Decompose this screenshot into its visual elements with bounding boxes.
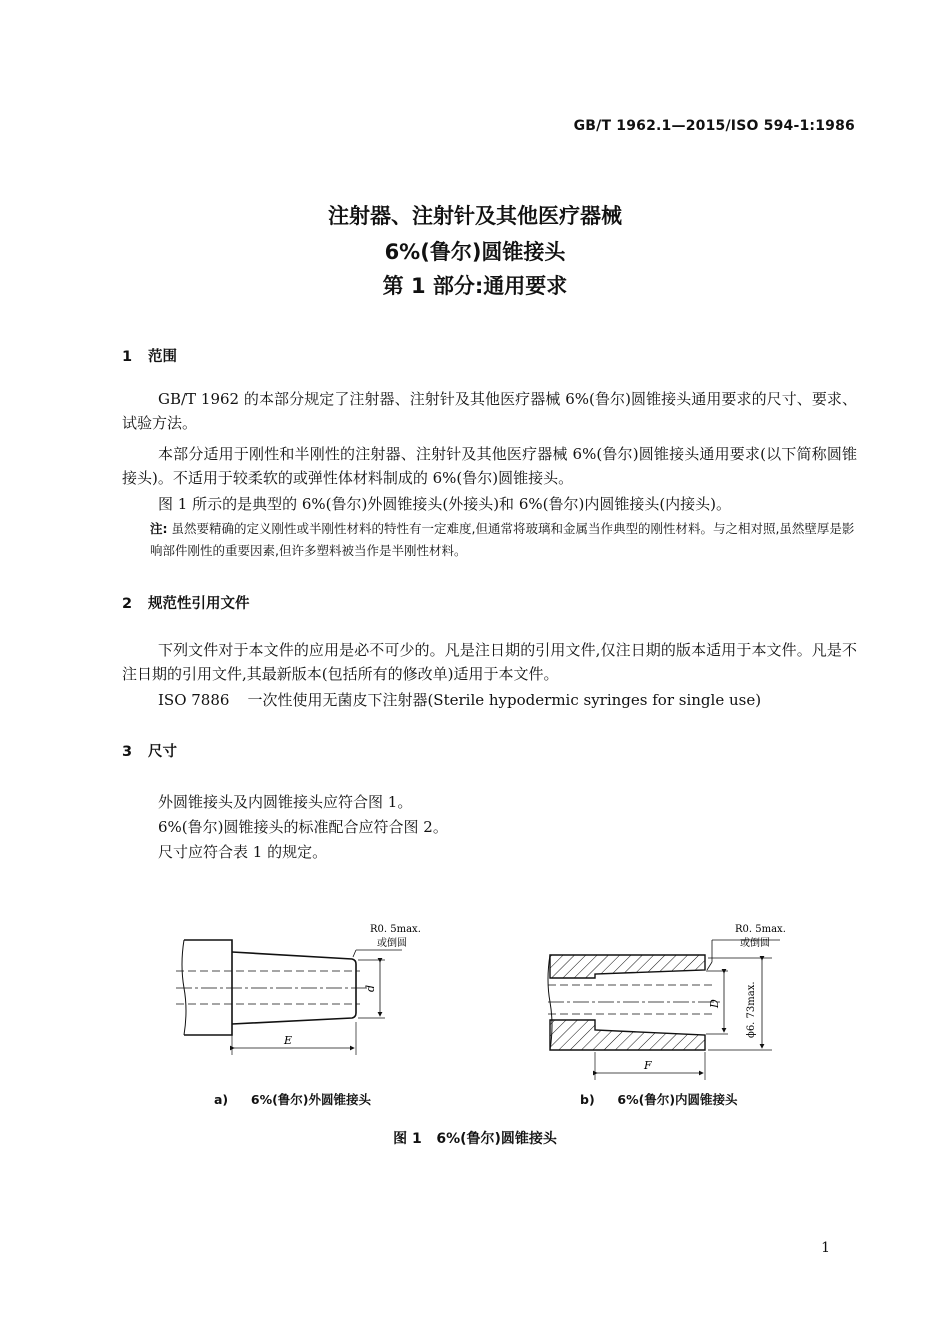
section-3-paragraph-1: 外圆锥接头及内圆锥接头应符合图 1。 [158,793,413,811]
caption-tag: b) [580,1092,595,1107]
figure-a-caption [214,1090,371,1108]
section-3-heading [122,740,177,761]
radius-label: R0. 5max. [735,924,786,935]
standard-code: GB/T 1962.1—2015/ISO 594-1:1986 [573,118,855,134]
section-3-paragraph-2: 6%(鲁尔)圆锥接头的标准配合应符合图 2。 [158,818,448,836]
title-line-3: 第 1 部分:通用要求 [382,274,568,298]
radius-label: R0. 5max. [370,924,421,935]
figure-a-male-fitting-drawing [170,910,430,1060]
dimension-E-label: E [284,1034,293,1047]
section-1-paragraph-2: 本部分适用于刚性和半刚性的注射器、注射针及其他医疗器械 6%(鲁尔)圆锥接头通用要求(以下简称圆锥接头)。不适用于较柔软的或弹性体材料制成的 6%(鲁尔)圆锥接头。 [122,445,857,487]
section-2-heading [122,592,250,613]
title-line-1: 注射器、注射针及其他医疗器械 [328,204,622,228]
section-number: 1 [122,349,133,365]
section-1-paragraph-1: GB/T 1962 的本部分规定了注射器、注射针及其他医疗器械 6%(鲁尔)圆锥接头通用要求的尺寸、要求、试验方法。 [122,390,857,432]
note-label: 注: [150,521,168,536]
note-text: 虽然要精确的定义刚性或半刚性材料的特性有一定难度,但通常将玻璃和金属当作典型的刚性材料。与之相对照,虽然壁厚是影响部件刚性的重要因素,但许多塑料被当作是半刚性材料。 [150,521,855,558]
title-line-2: 6%(鲁尔)圆锥接头 [384,240,566,264]
section-3-paragraph-3: 尺寸应符合表 1 的规定。 [158,843,328,861]
page-number: 1 [821,1240,830,1256]
section-number: 3 [122,744,133,760]
dimension-D-label: D [708,999,721,1008]
section-2-paragraph-1: 下列文件对于本文件的应用是必不可少的。凡是注日期的引用文件,仅注日期的版本适用于本文件。凡是不注日期的引用文件,其最新版本(包括所有的修改单)适用于本文件。 [122,641,857,683]
dimension-F-label: F [644,1059,652,1072]
section-1-note [150,518,857,562]
section-1-paragraph-3: 图 1 所示的是典型的 6%(鲁尔)外圆锥接头(外接头)和 6%(鲁尔)内圆锥接头(内接头)。 [158,495,732,513]
section-title: 尺寸 [148,744,177,760]
section-1-heading [122,345,177,366]
chamfer-label: 或倒圆 [740,938,770,949]
dimension-diameter-label: ϕ6. 73max. [746,981,757,1038]
caption-tag: a) [214,1092,229,1107]
caption-text: 6%(鲁尔)外圆锥接头 [250,1092,372,1107]
section-number: 2 [122,596,133,612]
dimension-d-label: d [364,984,377,992]
figure-b-caption [580,1090,738,1108]
reference-code: ISO 7886 [158,691,230,709]
figure-1-title: 图 1 6%(鲁尔)圆锥接头 [393,1131,557,1147]
caption-text: 6%(鲁尔)内圆锥接头 [617,1092,738,1107]
section-title: 范围 [148,349,177,365]
reference-entry [158,688,858,712]
figure-b-female-fitting-drawing [540,910,800,1072]
chamfer-label: 或倒圆 [377,938,407,949]
reference-title: 一次性使用无菌皮下注射器(Sterile hypodermic syringes for single use) [247,691,762,709]
section-title: 规范性引用文件 [148,596,250,612]
